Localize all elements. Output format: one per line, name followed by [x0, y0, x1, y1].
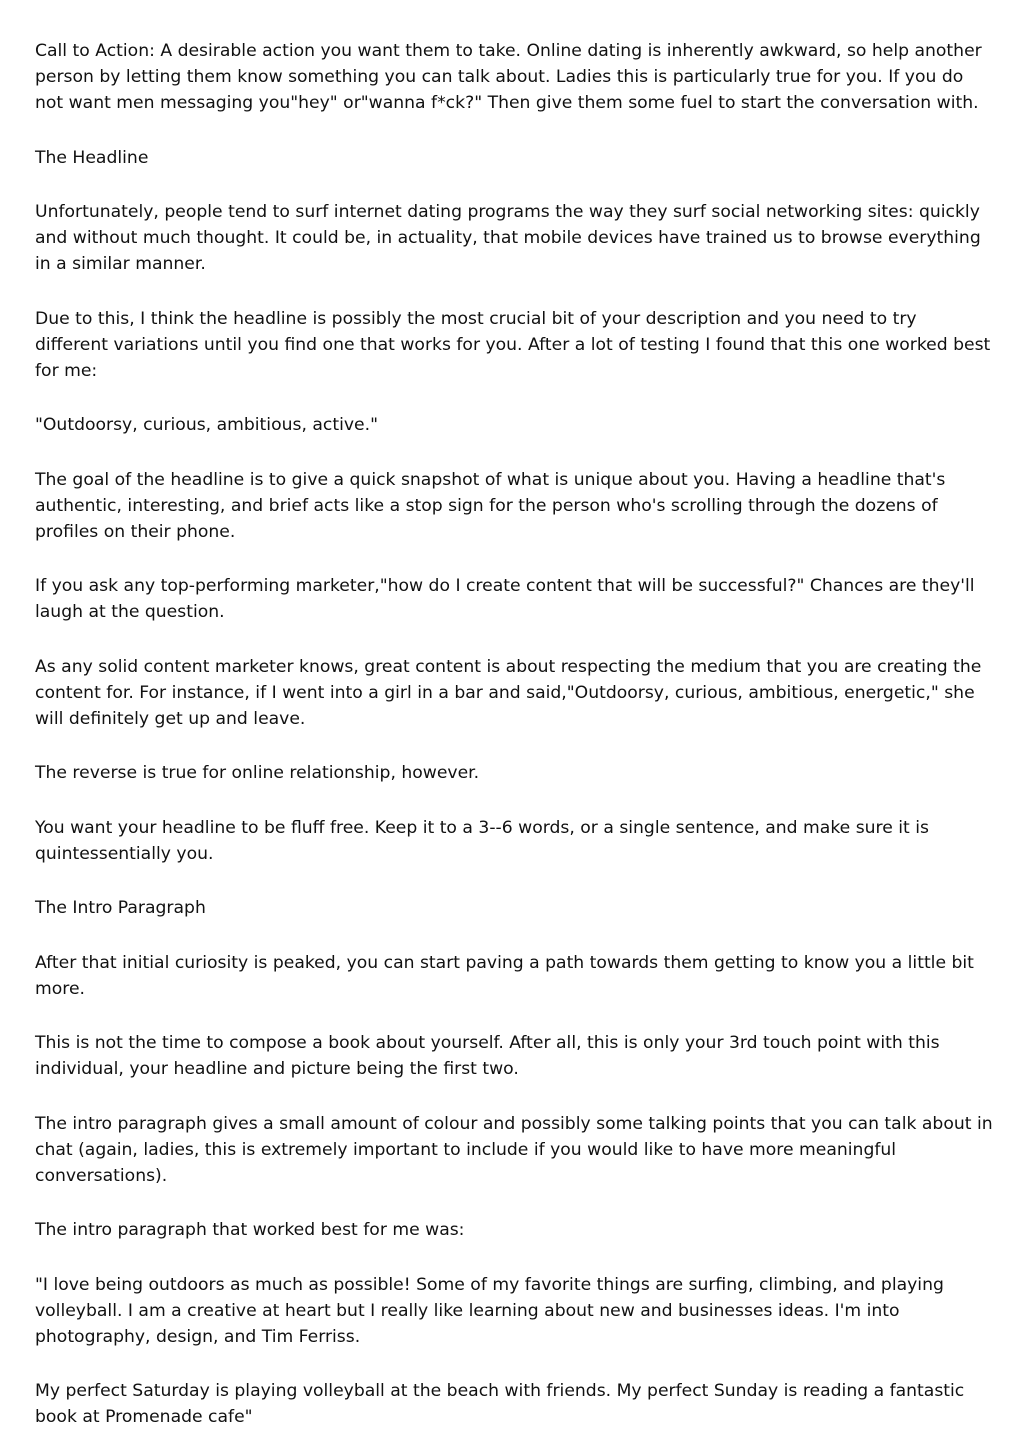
intro-example-quote: "I love being outdoors as much as possible! Some of my favorite things are surfing, climbing, and playing volleyball. I am a creative at heart but I really like learning about new and businesses ideas. I'm into photography, design, and Tim Ferriss. — [35, 1274, 944, 1347]
paragraph: This is not the time to compose a book about yourself. After all, this is only your 3rd touch point with this individual, your headline and picture being the first two. — [35, 1033, 940, 1079]
paragraph: After that initial curiosity is peaked, you can start paving a path towards them getting to know you a little bit more. — [35, 952, 974, 999]
paragraph-call-to-action: Call to Action: A desirable action you want them to take. Online dating is inherently awkward, so help another person by letting them know something you can talk about. Ladies this is particularly true for you. If you do not want men messaging you"hey" or"wanna f*ck?" Then give them some fuel to start the conversation with. — [35, 41, 982, 113]
paragraph: As any solid content marketer knows, great content is about respecting the medium that you are creating the content for. For instance, if I went into a girl in a bar and said,"Outdoorsy, curious, ambitious, energetic," she will definitely get up and leave. — [35, 656, 982, 729]
paragraph: The goal of the headline is to give a quick snapshot of what is unique about you. Having a headline that's authentic, interesting, and brief acts like a stop sign for the person who's scrolling through the dozens of profiles on their phone. — [35, 469, 946, 542]
document-body — [35, 38, 995, 1430]
paragraph: Unfortunately, people tend to surf internet dating programs the way they surf social networking sites: quickly and without much thought. It could be, in actuality, that mobile devices have trained us to browse everything in a similar manner. — [35, 202, 981, 274]
paragraph: Due to this, I think the headline is possibly the most crucial bit of your description and you need to try different variations until you find one that works for you. After a lot of testing I found that this one worked best for me: — [35, 308, 991, 381]
paragraph: You want your headline to be fluff free. Keep it to a 3--6 words, or a single sentence, and make sure it is quintessentially you. — [35, 817, 929, 864]
paragraph: The intro paragraph gives a small amount of colour and possibly some talking points that you can talk about in chat (again, ladies, this is extremely important to include if you would like to have more meaningful conversations). — [35, 1113, 993, 1186]
heading-the-intro-paragraph: The Intro Paragraph — [35, 898, 206, 918]
paragraph: The reverse is true for online relationship, however. — [35, 763, 480, 783]
headline-example-quote: "Outdoorsy, curious, ambitious, active." — [35, 415, 378, 435]
paragraph: The intro paragraph that worked best for me was: — [35, 1220, 465, 1240]
paragraph: If you ask any top-performing marketer,"how do I create content that will be successful?" Chances are they'll laugh at the question. — [35, 576, 975, 622]
heading-the-headline: The Headline — [35, 147, 149, 168]
intro-example-quote-continued: My perfect Saturday is playing volleyball at the beach with friends. My perfect Sunday is reading a fantastic book at Promenade cafe" — [35, 1381, 965, 1427]
